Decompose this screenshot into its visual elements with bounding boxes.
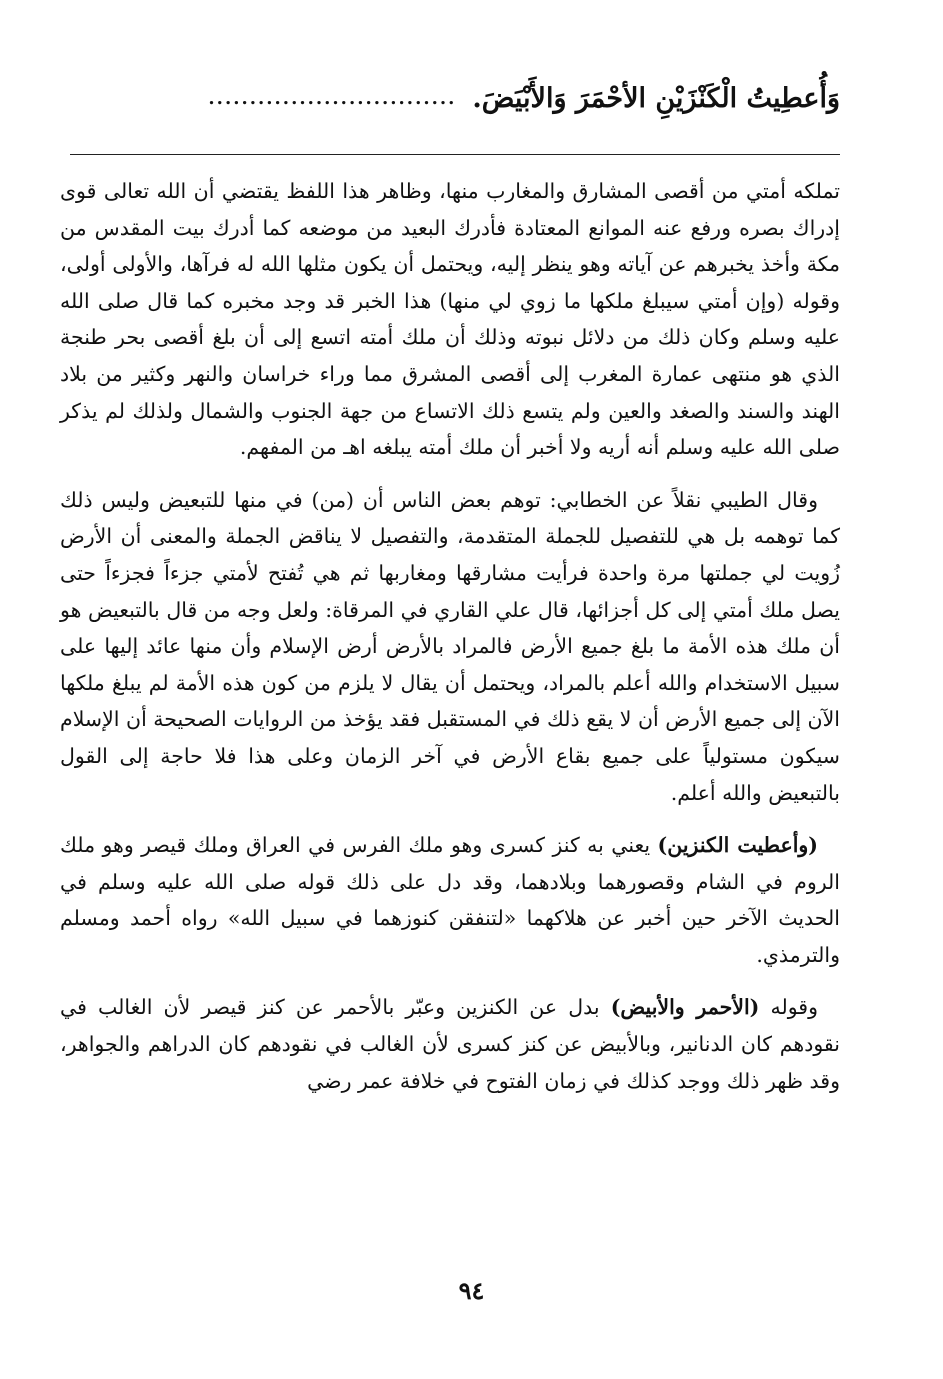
paragraph-text: بدل عن الكنزين وعبّر بالأحمر عن كنز قيصر لأن الغالب في نقودهم كان الدنانير، وبالأبيض عن كنز كسرى لأن الغالب في نقودهم كان الدراهم والجواهر، وقد ظهر ذلك ووجد كذلك في زمان الفتوح في خلافة عمر رضي bbox=[60, 995, 840, 1093]
header-title: وَأُعطِيتُ الْكَنْزَيْنِ الأحْمَرَ وَالأَبْيَضَ. bbox=[472, 83, 840, 114]
paragraph-text: تملكه أمتي من أقصى المشارق والمغارب منها، وظاهر هذا اللفظ يقتضي أن الله تعالى قوى إدراك بصره ورفع عنه الموانع المعتادة فأدرك البعيد من موضعه كما أدرك بيت المقدس من مكة وأخذ يخبرهم عن آياته وهو ينظر إليه، ويحتمل أن يكون مثلها الله له فرآها، والأولى أولى، وقوله (وإن أمتي سيبلغ ملكها ما زوي لي منها) هذا الخبر قد وجد مخبره كما قال صلى الله عليه وسلم وكان ذلك من دلائل نبوته وذلك أن ملك أمته اتسع إلى أن بلغ أقصى بحر طنجة الذي هو منتهى عمارة المغرب إلى أقصى المشرق مما وراء خراسان والنهر وكثير من بلاد الهند والسند والصغد والعين ولم يتسع ذلك الاتساع من جهة الجنوب والشمال ولذلك لم يذكر صلى الله عليه وسلم أنه أريه ولا أخبر أن ملك أمته يبلغه اهـ من المفهم. bbox=[60, 179, 840, 460]
page bbox=[60, 70, 840, 1115]
page-number: ٩٤ bbox=[458, 1276, 485, 1305]
paragraph-text: وقال الطيبي نقلاً عن الخطابي: توهم بعض الناس أن (من) في منها للتبعيض وليس ذلك كما توهمه بل هي للتفصيل للجملة المتقدمة، والتفصيل لا يناقض الجملة والمعنى أن الأرض زُويت لي جملتها مرة واحدة فرأيت مشارقها ومغاربها ثم هي تُفتح لأمتي جزءاً فجزءاً حتى يصل ملك أمتي إلى كل أجزائها، قال علي القاري في المرقاة: ولعل وجه من قال بالتبعيض هو أن ملك هذه الأمة ما بلغ جميع الأرض فالمراد بالأرض أرض الإسلام وأن منها عائد إليها على سبيل الاستخدام والله أعلم بالمراد، ويحتمل أن يقال لا يلزم من كون هذه الأمة لم يبلغ ملكها الآن إلى جميع الأرض أن لا يقع ذلك في المستقبل فقد يؤخذ من الروايات الصحيحة أن الإسلام سيكون مستولياً على جميع بقاع الأرض في آخر الزمان وعلى هذا فلا حاجة إلى القول بالتبعيض والله أعلم. bbox=[60, 487, 840, 805]
running-header bbox=[60, 70, 840, 112]
paragraph-3 bbox=[60, 827, 840, 973]
paragraph-text: يعني به كنز كسرى وهو ملك الفرس في العراق وملك قيصر وهو ملك الروم في الشام وقصورهما وبلادهما، وقد دل على ذلك قوله صلى الله عليه وسلم في الحديث الآخر حين أخبر عن هلاكهما «لتنفقن كنوزهما في سبيل الله» رواه أحمد ومسلم والترمذي. bbox=[60, 833, 840, 967]
paragraph-lead: وقوله bbox=[770, 995, 818, 1020]
header-dot-leader: .............................. bbox=[208, 88, 457, 109]
body-text bbox=[60, 173, 840, 1099]
bold-term: (الأحمر والأبيض) bbox=[610, 995, 760, 1020]
bold-term: (وأعطيت الكنزين) bbox=[657, 833, 818, 858]
paragraph-1 bbox=[60, 173, 840, 466]
paragraph-2 bbox=[60, 482, 840, 811]
paragraph-4 bbox=[60, 989, 840, 1099]
header-rule bbox=[70, 154, 840, 155]
